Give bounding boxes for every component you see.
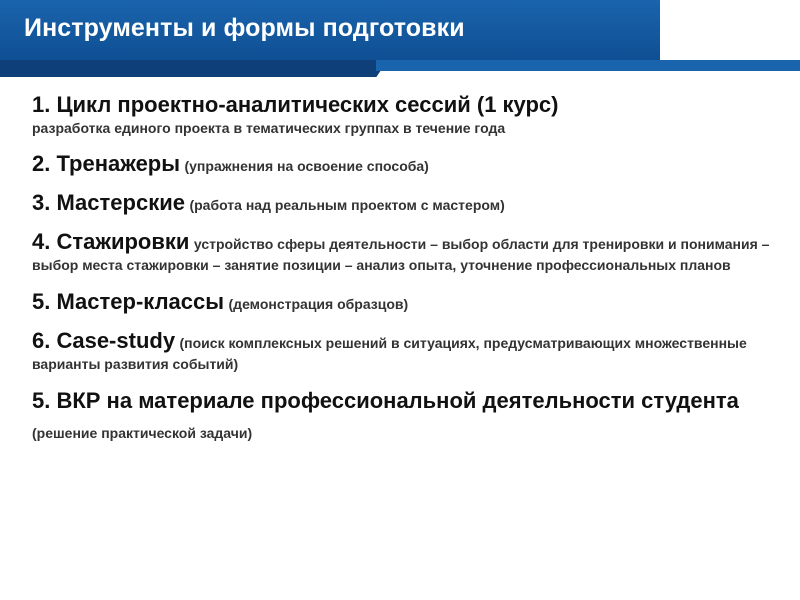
item-heading: 2. Тренажеры: [32, 151, 181, 176]
list-item: [32, 328, 772, 375]
list-item: [32, 388, 772, 449]
item-heading: 5. ВКР на материале профессиональной деятельности студента: [32, 388, 739, 413]
item-detail: устройство сферы деятельности – выбор области для тренировки и понимания – выбор места стажировки – занятие позиции – анализ опыта, уточнение профессиональных планов: [32, 236, 770, 273]
item-heading: 1. Цикл проектно-аналитических сессий (1 курс): [32, 92, 559, 117]
header-light-stripe: [376, 60, 800, 71]
item-heading: 4. Стажировки: [32, 229, 190, 254]
list-item: [32, 151, 772, 177]
list-item: [32, 289, 772, 315]
item-heading: 6. Case-study: [32, 328, 176, 353]
item-heading: 3. Мастерские: [32, 190, 185, 215]
header-bar: [0, 0, 660, 60]
list-item: [32, 229, 772, 276]
header-dark-stripe: [0, 60, 388, 77]
item-detail: (решение практической задачи): [32, 425, 253, 441]
item-detail: (демонстрация образцов): [228, 296, 409, 312]
item-heading: 5. Мастер-классы: [32, 289, 225, 314]
list-item: [32, 190, 772, 216]
item-detail: (поиск комплексных решений в ситуациях, предусматривающих множественные варианты развития событий): [32, 335, 747, 372]
logo: [660, 0, 800, 60]
content-list: [32, 92, 772, 462]
item-detail: разработка единого проекта в тематических группах в течение года: [32, 120, 506, 136]
list-item: [32, 92, 772, 138]
slide-title: Инструменты и формы подготовки: [24, 14, 465, 42]
item-detail: (упражнения на освоение способа): [184, 158, 429, 174]
item-detail: (работа над реальным проектом с мастером): [189, 197, 505, 213]
